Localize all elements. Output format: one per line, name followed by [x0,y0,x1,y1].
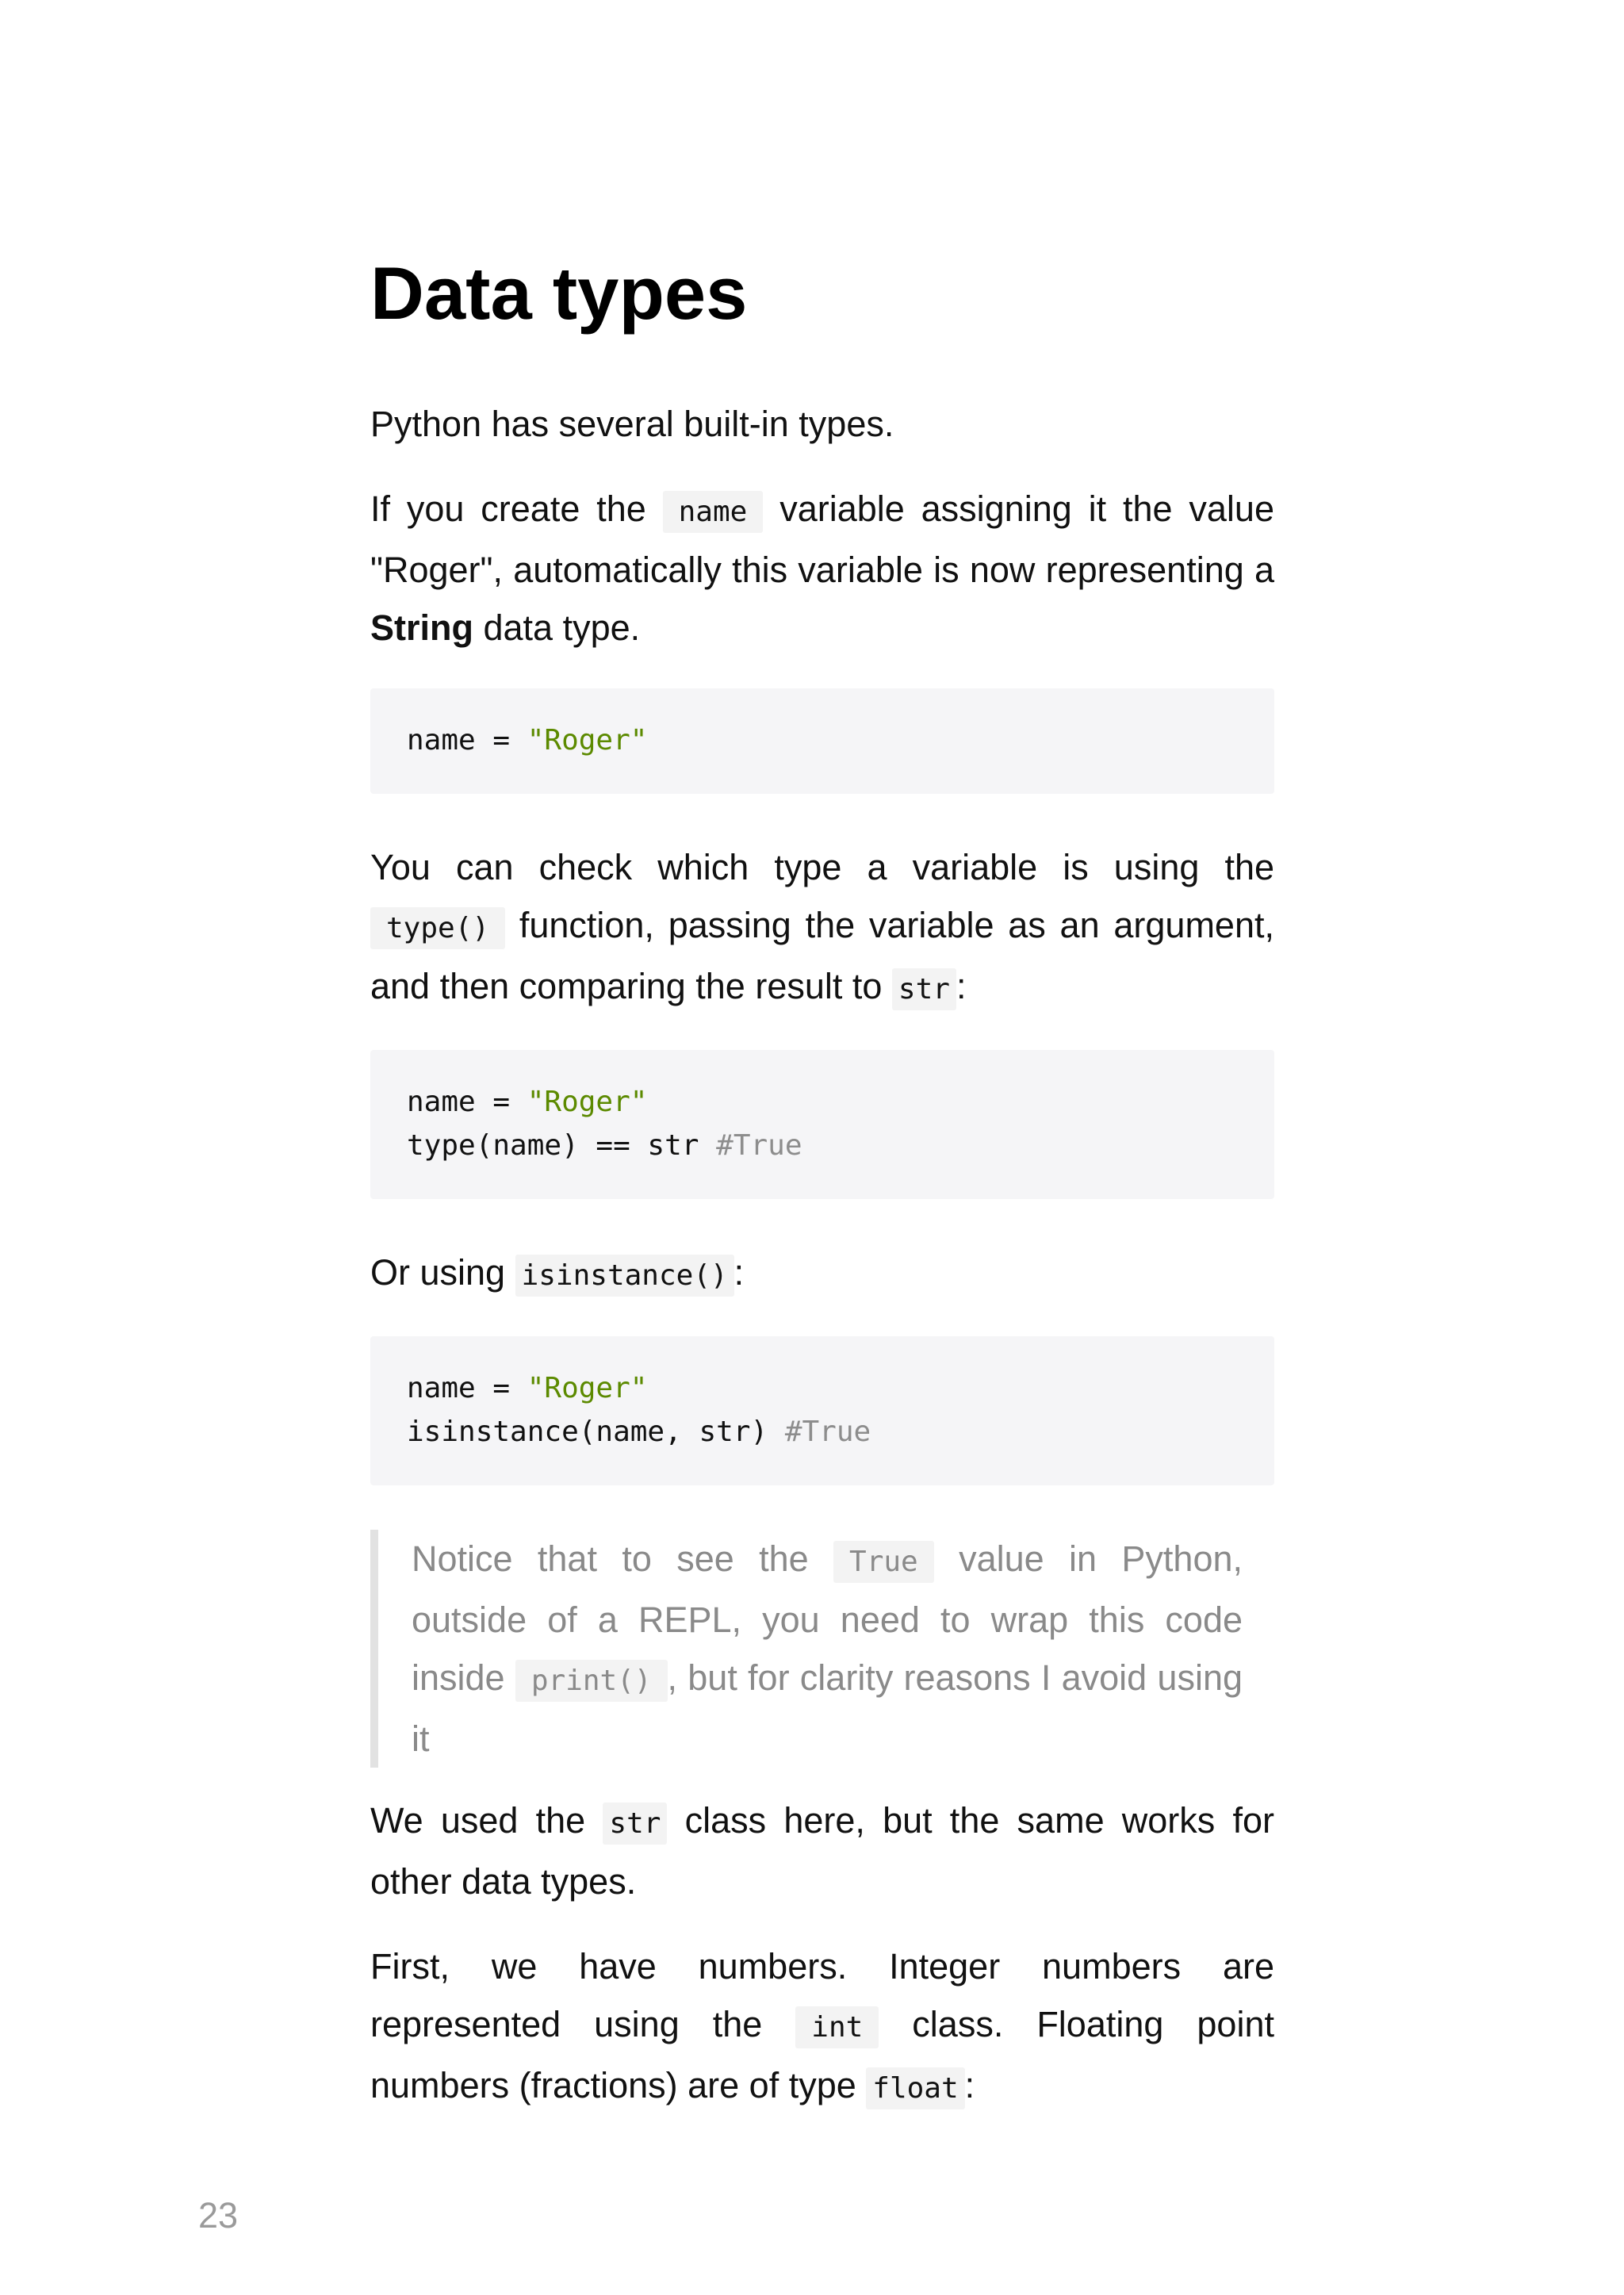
string-literal: "Roger" [527,724,648,757]
inline-code-type: type() [370,907,505,949]
str-class-paragraph: We used the str class here, but the same works for other data types. [370,1800,1274,1902]
code-block-isinstance: name = "Roger" isinstance(name, str) #True [370,1336,1274,1485]
inline-code-str: str [892,968,956,1010]
bold-string: String [370,607,473,648]
inline-code-isinstance: isinstance() [515,1255,734,1297]
name-variable-paragraph: If you create the name variable assigning it the value "Roger", automatically this variable is now representing a String data type. [370,489,1274,648]
code-block-type-check: name = "Roger" type(name) == str #True [370,1050,1274,1199]
note-blockquote: Notice that to see the True value in Python, outside of a REPL, you need to wrap this code inside print() , but for clarity reasons I avoid using it [370,1530,1274,1768]
inline-code-name: name [663,491,764,533]
code-comment: #True [716,1129,802,1162]
inline-code-true: True [833,1541,934,1583]
page-number: 23 [198,2195,239,2236]
string-literal: "Roger" [527,1372,648,1404]
section-heading: Data types [370,251,748,335]
inline-code-float: float [866,2067,964,2109]
type-check-paragraph: You can check which type a variable is using the type() function, passing the variable as an argument, and then comparing the result to str : [370,838,1274,1018]
numbers-paragraph: First, we have numbers. Integer numbers are represented using the int class. Floating point numbers (fractions) are of type float : [370,1937,1274,2117]
isinstance-paragraph: Or using isinstance() : [370,1243,1274,1305]
inline-code-print: print() [515,1660,668,1702]
inline-code-int: int [795,2006,879,2048]
inline-code-str: str [603,1803,667,1845]
page-content [370,252,1274,2144]
string-literal: "Roger" [527,1086,648,1118]
code-block-assignment: name = "Roger" [370,688,1274,794]
code-comment: #True [784,1416,871,1448]
intro-paragraph: Python has several built-in types. [370,404,894,444]
